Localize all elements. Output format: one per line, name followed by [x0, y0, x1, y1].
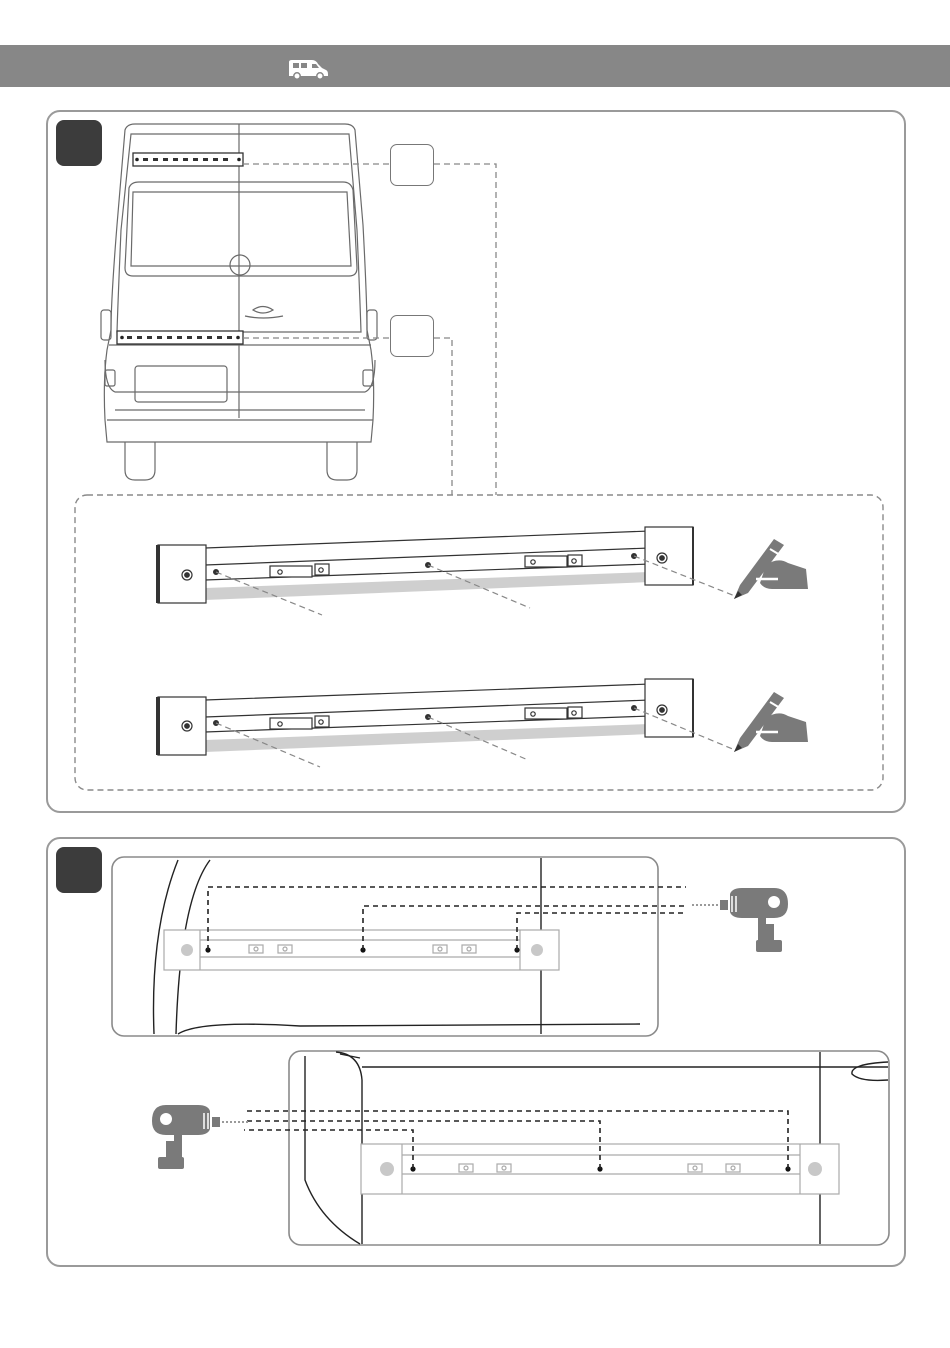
drill-icon	[692, 884, 792, 954]
drill-icon	[148, 1101, 248, 1171]
